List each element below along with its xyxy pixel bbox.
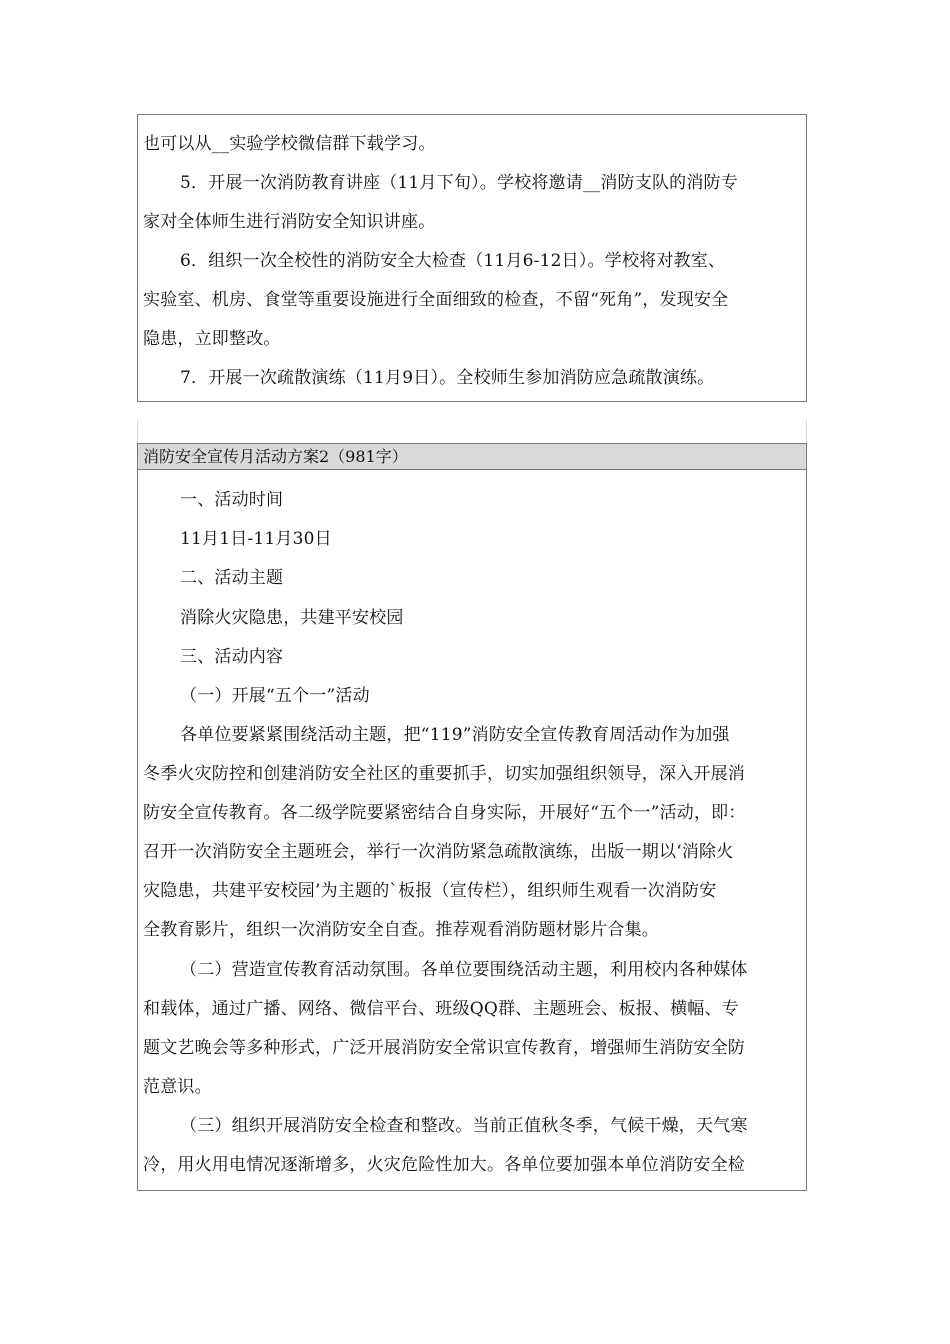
section-box-continued — [137, 114, 807, 402]
text-line: 7．开展一次疏散演练（11月9日）。全校师生参加消防应急疏散演练。 — [180, 368, 715, 388]
text-line: 冬季火灾防控和创建消防安全社区的重要抓手，切实加强组织领导，深入开展消 — [143, 764, 745, 784]
section-box-plan-2 — [137, 443, 807, 1191]
text-line: 消除火灾隐患，共建平安校园 — [180, 608, 404, 628]
text-line: 冷，用火用电情况逐渐增多，火灾危险性加大。各单位要加强本单位消防安全检 — [143, 1155, 745, 1175]
text-line: 实验室、机房、食堂等重要设施进行全面细致的检查，不留“死角”，发现安全 — [143, 290, 729, 310]
text-line: 灾隐患，共建平安校园’为主题的`板报（宣传栏），组织师生观看一次消防安 — [143, 881, 717, 901]
heading-activity-theme: 二、活动主题 — [180, 568, 284, 588]
text-line: 各单位要紧紧围绕活动主题，把“119”消防安全宣传教育周活动作为加强 — [180, 725, 730, 745]
text-line: 6．组织一次全校性的消防安全大检查（11月6-12日）。学校将对教室、 — [180, 251, 726, 271]
text-line: 11月1日-11月30日 — [180, 529, 332, 549]
heading-activity-content: 三、活动内容 — [180, 647, 284, 667]
text-line: 召开一次消防安全主题班会，举行一次消防紧急疏散演练，出版一期以‘消除火 — [143, 842, 734, 862]
text-line: 范意识。 — [143, 1077, 212, 1097]
text-line: 题文艺晚会等多种形式，广泛开展消防安全常识宣传教育，增强师生消防安全防 — [143, 1038, 745, 1058]
text-line: 5．开展一次消防教育讲座（11月下旬）。学校将邀请__消防支队的消防专 — [180, 173, 738, 193]
heading-activity-time: 一、活动时间 — [180, 490, 284, 510]
text-line: 隐患，立即整改。 — [143, 329, 281, 349]
text-line: 全教育影片，组织一次消防安全自查。推荐观看消防题材影片合集。 — [143, 920, 659, 940]
subheading: （一）开展“五个一”活动 — [180, 686, 370, 706]
section-divider — [137, 420, 807, 444]
text-line: （三）组织开展消防安全检查和整改。当前正值秋冬季，气候干燥，天气寒 — [180, 1116, 748, 1136]
text-line: 防安全宣传教育。各二级学院要紧密结合自身实际，开展好“五个一”活动，即： — [143, 803, 746, 823]
text-line: 也可以从__实验学校微信群下载学习。 — [143, 134, 436, 154]
text-line: 家对全体师生进行消防安全知识讲座。 — [143, 212, 436, 232]
section-header: 消防安全宣传月活动方案2（981字） — [138, 444, 806, 470]
text-line: （二）营造宣传教育活动氛围。各单位要围绕活动主题，利用校内各种媒体 — [180, 960, 748, 980]
text-line: 和载体，通过广播、网络、微信平台、班级QQ群、主题班会、板报、横幅、专 — [143, 999, 739, 1019]
